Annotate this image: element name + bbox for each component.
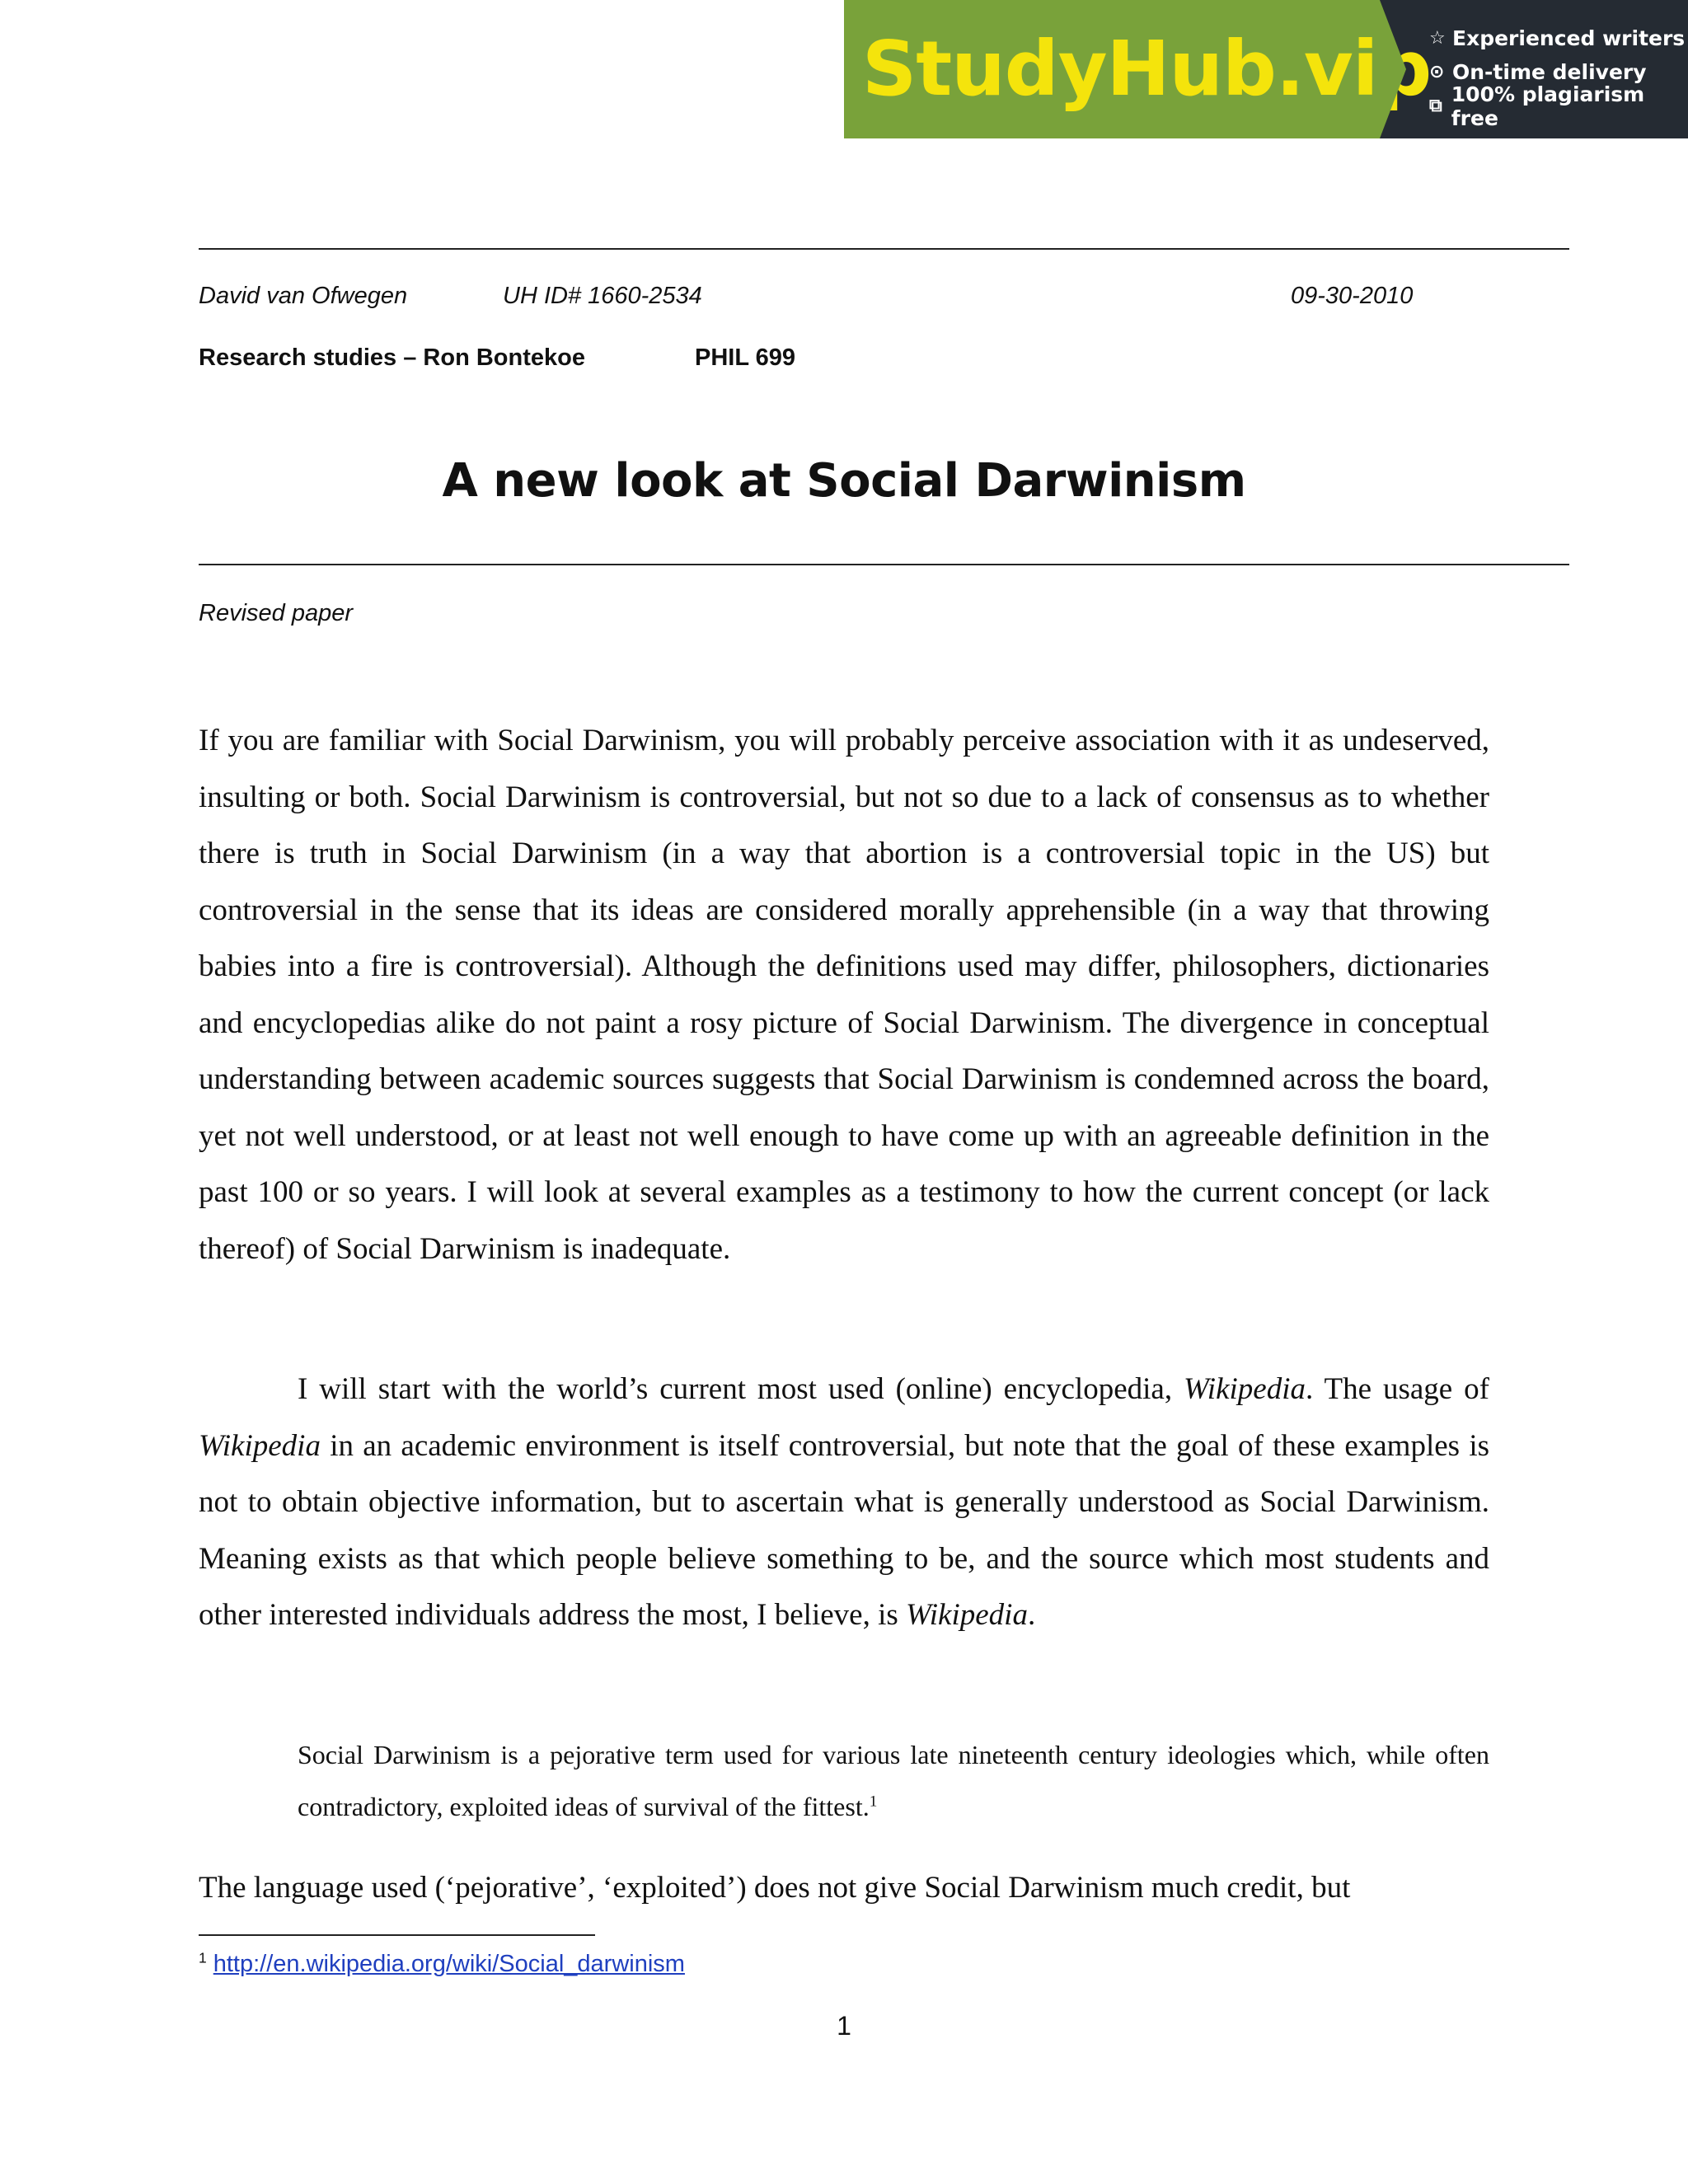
feature-experienced-writers <box>1429 21 1688 55</box>
course-code: PHIL 699 <box>695 344 795 371</box>
paper-subtitle: Revised paper <box>199 600 353 626</box>
clock-icon: ⊙ <box>1429 62 1445 82</box>
student-id: UH ID# 1660-2534 <box>503 283 702 309</box>
footnote <box>199 1951 685 1978</box>
studyhub-banner[interactable] <box>844 0 1688 138</box>
footnote-link[interactable]: http://en.wikipedia.org/wiki/Social_darwinism <box>213 1951 685 1977</box>
course-instructor: Research studies – Ron Bontekoe <box>199 344 585 371</box>
footnote-separator <box>199 1934 595 1936</box>
paragraph-text: I will start with the world’s current most used (online) encyclopedia, <box>298 1372 1184 1406</box>
quote-text: Social Darwinism is a pejorative term used for various late nineteenth century ideologies which, while often contradictory, exploited ideas of survival of the fittest. <box>298 1740 1489 1821</box>
star-icon: ☆ <box>1429 28 1446 49</box>
body-paragraph-2 <box>199 1361 1489 1644</box>
paragraph-text: . The usage of <box>1306 1372 1489 1406</box>
page-number: 1 <box>837 2011 851 2041</box>
brand-logo: StudyHub.vip <box>862 25 1432 113</box>
author-name: David van Ofwegen <box>199 283 408 309</box>
header-bottom-rule <box>199 564 1569 565</box>
brand-panel <box>844 0 1432 138</box>
paragraph-text: . <box>1027 1598 1036 1632</box>
block-quote <box>298 1729 1489 1833</box>
feature-label: Experienced writers <box>1452 26 1686 50</box>
wikipedia-mention: Wikipedia <box>1184 1372 1306 1406</box>
body-paragraph-1: If you are familiar with Social Darwinism, you will probably perceive association with it as undeserved, insulting or both. Social Darwinism is controversial, but not so due to a lack of consensus as to whether there is truth in Social Darwinism (in a way that abortion is a controversial topic in the US) but controversial in the sense that its ideas are considered morally apprehensible (in a way that throwing babies into a fire is controversial). Although the definitions used may differ, philosophers, dictionaries and encyclopedias alike do not paint a rosy picture of Social Darwinism. The divergence in conceptual understanding between academic sources suggests that Social Darwinism is condemned across the board, yet not well understood, or at least not well enough to have come up with an agreeable definition in the past 100 or so years. I will look at several examples as a testimony to how the current concept (or lack thereof) of Social Darwinism is inadequate. <box>199 724 1489 1266</box>
paper-date: 09-30-2010 <box>1291 283 1414 309</box>
header-top-rule <box>199 248 1569 250</box>
page-title: A new look at Social Darwinism <box>442 454 1246 508</box>
copy-icon: ⧉ <box>1429 96 1442 116</box>
feature-plagiarism-free <box>1429 82 1688 130</box>
footnote-ref[interactable]: 1 <box>869 1793 878 1811</box>
wikipedia-mention: Wikipedia <box>199 1428 321 1463</box>
feature-label: 100% plagiarism free <box>1451 82 1645 130</box>
wikipedia-mention: Wikipedia <box>906 1598 1028 1632</box>
footnote-number: 1 <box>199 1949 207 1966</box>
body-paragraph-3: The language used (‘pejorative’, ‘exploited’) does not give Social Darwinism much credit, but <box>199 1871 1351 1905</box>
paragraph-text: in an academic environment is itself controversial, but note that the goal of these examples is not to obtain objective information, but to ascertain what is generally understood as Social Darwinism. Meaning exists as that which people believe something to be, and the source which most students and other interested individuals address the most, I believe, is <box>199 1428 1489 1632</box>
feature-label: On-time delivery <box>1452 60 1647 84</box>
